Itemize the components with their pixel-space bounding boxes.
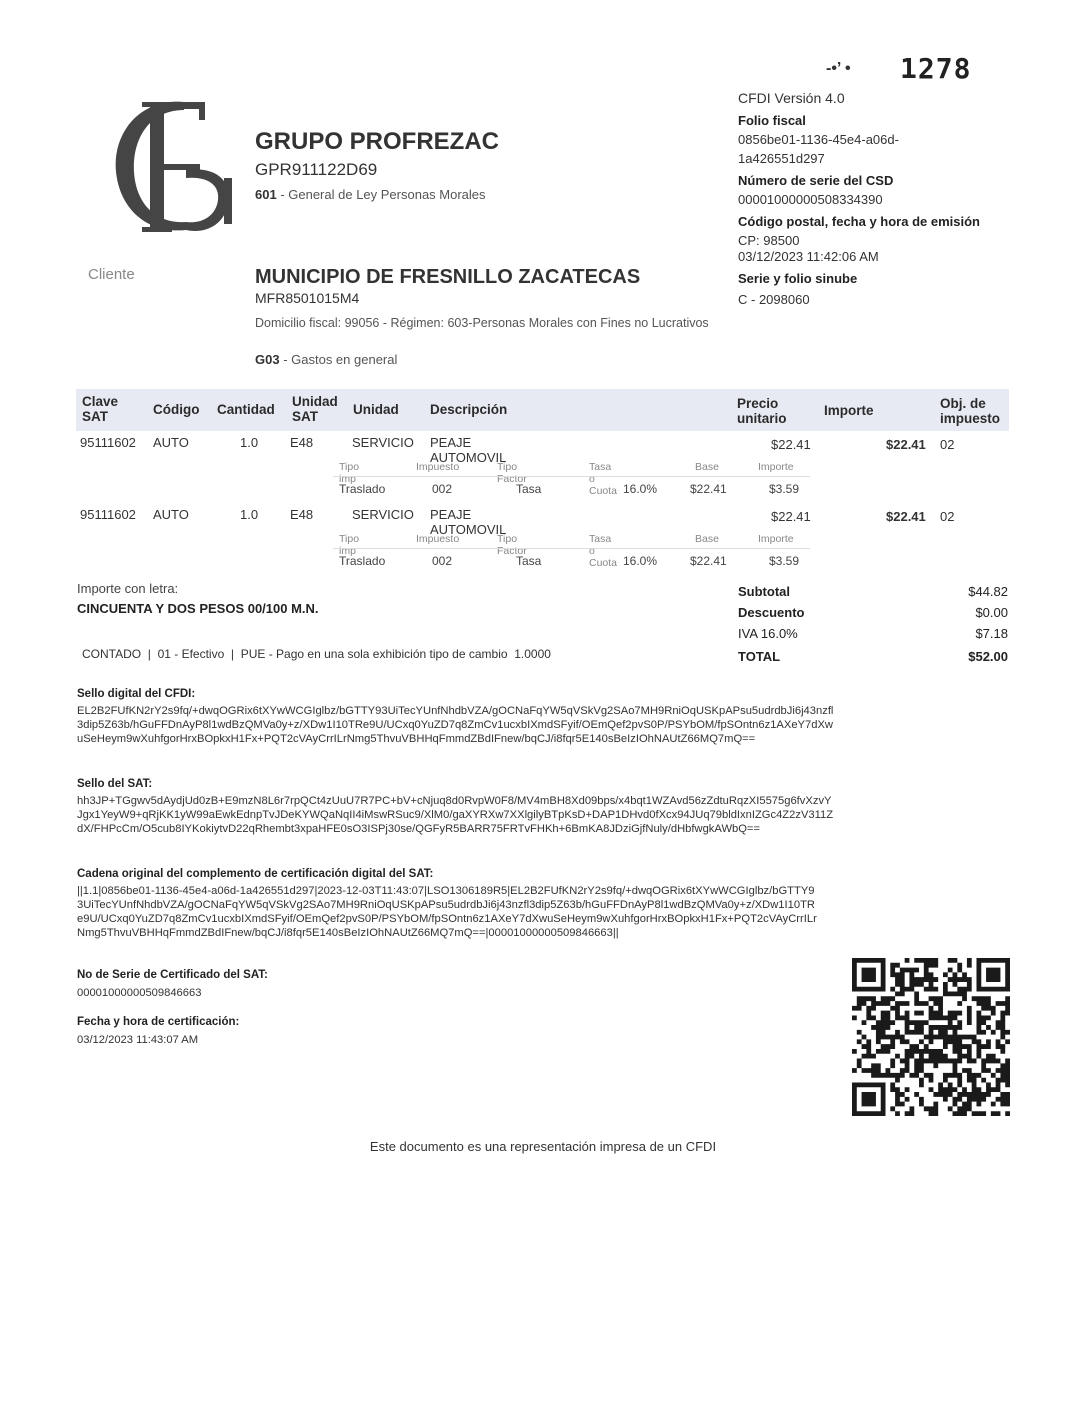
issuer-regime xyxy=(255,187,486,202)
total-value: $52.00 xyxy=(968,649,1008,664)
th-codigo: Código xyxy=(153,402,200,417)
tax-tasa: 16.0% xyxy=(623,482,658,496)
cell-descripcion: PEAJE AUTOMOVIL xyxy=(430,435,507,465)
issue-label: Código postal, fecha y hora de emisión xyxy=(738,214,980,229)
qr-code xyxy=(852,958,1010,1116)
amount-letter-value: CINCUENTA Y DOS PESOS 00/100 M.N. xyxy=(77,601,319,616)
csd-label: Número de serie del CSD xyxy=(738,173,894,188)
client-rfc: MFR8501015M4 xyxy=(255,290,360,306)
sello-cfdi-value: EL2B2FUfKN2rY2s9fq/+dwqOGRix6tXYwWCGIglbz/bGTTY93UiTecYUnfNhdbVZA/gOCNaFqYW5qVSkVg2SAo7MH9RniOqUSKpAPsu5udrdbJi6j43nzfl3dip5Z63b/hGuFFDnAyP8l1wdBzQMVa0y+z/XDw1I10TRe9U/UCxq0YuZD7q8ZmCv1ucxbIXmdSFyif/OEmQef2pvS0P/PSYbOM/fpSOntn6z1AXeY7dXwuSeHeym9wXuhfgorHrxBOpkxH1Fx+PQT2cVAyCrrILrNmg5ThvuVBHHqFmmdZBdIFnew/bqCJ/i8fqr5E140sBeIzIOhNAUtZ66MQ7mQ== xyxy=(77,705,834,745)
client-address: Domicilio fiscal: 99056 - Régimen: 603-Personas Morales con Fines no Lucrativos xyxy=(255,316,709,330)
tax-importe: $3.59 xyxy=(769,482,800,496)
postal-code: CP: 98500 xyxy=(738,233,800,248)
use-desc: - Gastos en general xyxy=(279,352,398,367)
cell-cantidad: 1.0 xyxy=(240,507,259,522)
tax-h-importe: Importe xyxy=(758,533,794,545)
tax-h-tipo: Tipo imp xyxy=(339,461,360,485)
tax-h-base: Base xyxy=(695,533,719,545)
cell-importe: $22.41 xyxy=(886,509,926,524)
regime-code: 601 xyxy=(255,187,277,202)
cfdi-info xyxy=(738,89,1038,309)
sello-sat-label: Sello del SAT: xyxy=(77,778,153,790)
tax-h-tipo: Tipo imp xyxy=(339,533,360,557)
tax-base: $22.41 xyxy=(690,554,727,568)
cell-descripcion: PEAJE AUTOMOVIL xyxy=(430,507,507,537)
sello-cfdi-label: Sello digital del CFDI: xyxy=(77,688,196,700)
cadena-label: Cadena original del complemento de certificación digital del SAT: xyxy=(77,868,434,880)
iva-label: IVA 16.0% xyxy=(738,626,798,641)
cell-unidad: SERVICIO xyxy=(352,507,414,522)
tax-h-tasa: Tasa o Cuota xyxy=(589,533,618,569)
subtotal-label: Subtotal xyxy=(738,584,790,599)
cfdi-use xyxy=(255,352,397,367)
tax-impuesto: 002 xyxy=(432,554,453,568)
th-unidad: Unidad xyxy=(353,402,399,417)
company-logo xyxy=(106,92,236,242)
cell-precio: $22.41 xyxy=(771,437,811,452)
tax-impuesto: 002 xyxy=(432,482,453,496)
issuer-rfc: GPR911122D69 xyxy=(255,160,378,179)
tax-importe: $3.59 xyxy=(769,554,800,568)
tax-h-impuesto: Impuesto xyxy=(416,461,460,473)
discount-label: Descuento xyxy=(738,605,805,620)
tax-tasa: 16.0% xyxy=(623,554,658,568)
cell-importe: $22.41 xyxy=(886,437,926,452)
sello-sat-value: hh3JP+TGgwv5dAydjUd0zB+E9mzN8L6r7rpQCt4zUuU7R7PC+bV+cNjuq8d0RvpW0F8/MV4mBH8Xd09bps/x4bqt1WZAvd56zZdtuRqzXI5575g6fvXzvYJgx1YeyW9+qRjKK1yW99aEwkEdnpTvJDeKYWQaNqII4iMswRSuc9/XlM0/gaXYRXw7XXlgilyBTpKsD+DAP1DHvd0fXcx94JUq79bldIxnIZGc4Z2zV311ZdX/FHPcCm/O5cub8IYKokiytvD22qRhembt3xpaHFE0sO3ISPj30se/QGFyR5BARR75FRTvFHKh+6BmKA8JDziGjfNuly/dHbfwgkAWbQ== xyxy=(77,795,834,835)
th-importe: Importe xyxy=(824,403,874,418)
tax-h-base: Base xyxy=(695,461,719,473)
serie-sat-label: No de Serie de Certificado del SAT: xyxy=(77,969,268,981)
issue-datetime: 03/12/2023 11:42:06 AM xyxy=(738,249,879,264)
cell-clave: 95111602 xyxy=(80,435,136,450)
handwritten-marks: -•’ • xyxy=(826,60,851,77)
tax-tipo: Traslado xyxy=(339,554,386,568)
cell-precio: $22.41 xyxy=(771,509,811,524)
folio-stamp: 1278 xyxy=(900,52,972,85)
total-label: TOTAL xyxy=(738,649,781,664)
tax-divider xyxy=(333,548,810,549)
cfdi-version: CFDI Versión 4.0 xyxy=(738,90,845,106)
qr-modules xyxy=(852,958,1010,1116)
discount-value: $0.00 xyxy=(975,605,1008,620)
cell-codigo: AUTO xyxy=(153,507,189,522)
cell-cantidad: 1.0 xyxy=(240,435,259,450)
subtotal-value: $44.82 xyxy=(968,584,1008,599)
tax-h-impuesto: Impuesto xyxy=(416,533,460,545)
tax-h-importe: Importe xyxy=(758,461,794,473)
tax-h-tasa: Tasa o Cuota xyxy=(589,461,618,497)
series-value: C - 2098060 xyxy=(738,292,810,307)
tax-divider xyxy=(333,476,810,477)
fecha-cert-value: 03/12/2023 11:43:07 AM xyxy=(77,1034,199,1046)
tax-h-factor: Tipo Factor xyxy=(497,461,527,485)
tax-base: $22.41 xyxy=(690,482,727,496)
cell-unidad-sat: E48 xyxy=(290,507,314,522)
th-precio: Precio unitario xyxy=(737,396,787,426)
use-code: G03 xyxy=(255,352,280,367)
serie-sat-value: 00001000000509846663 xyxy=(77,987,202,999)
tax-factor: Tasa xyxy=(516,554,542,568)
cell-unidad-sat: E48 xyxy=(290,435,314,450)
iva-value: $7.18 xyxy=(975,626,1008,641)
client-name: MUNICIPIO DE FRESNILLO ZACATECAS xyxy=(255,266,641,288)
issuer-name: GRUPO PROFREZAC xyxy=(255,128,500,155)
csd-value: 00001000000508334390 xyxy=(738,192,883,207)
cell-clave: 95111602 xyxy=(80,507,136,522)
folio-line2: 1a426551d297 xyxy=(738,151,825,166)
th-obj: Obj. de impuesto xyxy=(940,396,1001,426)
payment-info: CONTADO | 01 - Efectivo | PUE - Pago en una sola exhibición tipo de cambio 1.0000 xyxy=(82,647,551,661)
cell-codigo: AUTO xyxy=(153,435,189,450)
cell-obj: 02 xyxy=(940,509,955,524)
cell-unidad: SERVICIO xyxy=(352,435,414,450)
folio-line1: 0856be01-1136-45e4-a06d- xyxy=(738,132,899,147)
amount-letter-label: Importe con letra: xyxy=(77,581,179,596)
th-unidad-sat: Unidad SAT xyxy=(292,394,338,424)
th-clave: Clave SAT xyxy=(82,394,119,424)
th-cantidad: Cantidad xyxy=(217,402,275,417)
tax-factor: Tasa xyxy=(516,482,542,496)
cadena-value: ||1.1|0856be01-1136-45e4-a06d-1a426551d297|2023-12-03T11:43:07|LSO1306189R5|EL2B2FUfKN2rY2s9fq/+dwqOGRix6tXYwWCGIglbz/bGTTY93UiTecYUnfNhdbVZA/gOCNaFqYW5qVSkVg2SAo7MH9RniOqUSKpAPsu5udrdbJi6j43nzfl3dip5Z63b/hGuFFDnAyP8l1wdBzQMVa0y+z/XDw1I10TRe9U/UCxq0YuZD7q8ZmCv1ucxbIXmdSFyif/OEmQef2pvS0P/PSYbOM/fpSOntn6z1AXeY7dXwuSeHeym9wXuhfgorHrxBOpkxH1Fx+PQT2cVAyCrrILrNmg5ThvuVBHHqFmmdZBdIFnew/bqCJ/i8fqr5E140sBeIzIOhNAUtZ66MQ7mQ==|00001000000509846663|| xyxy=(77,885,817,939)
cell-obj: 02 xyxy=(940,437,955,452)
series-label: Serie y folio sinube xyxy=(738,271,858,286)
tax-tipo: Traslado xyxy=(339,482,386,496)
folio-label: Folio fiscal xyxy=(738,113,806,128)
client-label: Cliente xyxy=(88,266,135,283)
fecha-cert-label: Fecha y hora de certificación: xyxy=(77,1016,240,1028)
regime-desc: - General de Ley Personas Morales xyxy=(276,187,486,202)
tax-h-factor: Tipo Factor xyxy=(497,533,527,557)
items-table-header xyxy=(76,389,1009,431)
th-descripcion: Descripción xyxy=(430,402,508,417)
footer-note: Este documento es una representación impresa de un CFDI xyxy=(369,1139,717,1154)
